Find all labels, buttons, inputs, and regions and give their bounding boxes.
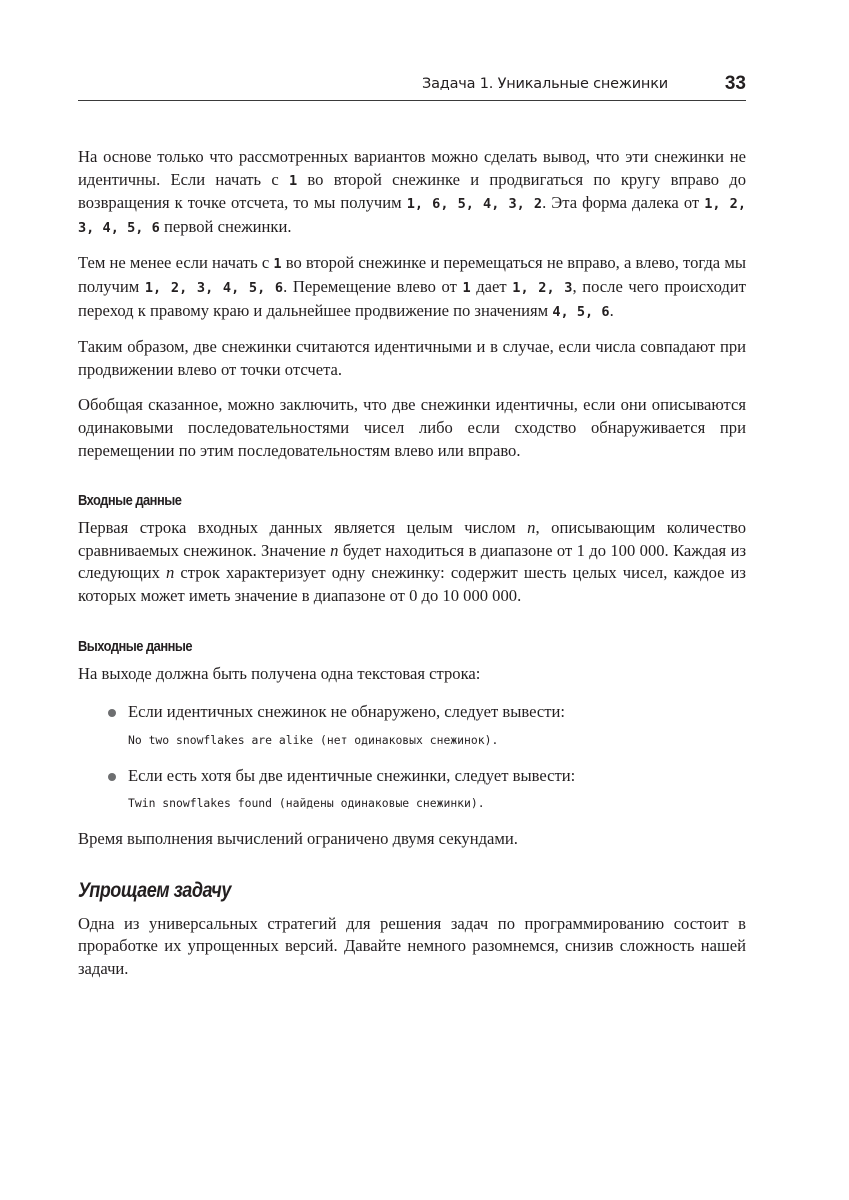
text-run: , после чего происходит переход к правому краю и дальнейшее продвижение по значениям (78, 276, 746, 320)
text-run: . (609, 300, 614, 320)
text-run: будет находиться в диапазоне от 1 до 100 000. Каждая из следующих (78, 540, 747, 583)
text-run: На основе только что рассмотренных вариантов можно сделать вывод, что эти снежинки не идентичны. Если начать с (78, 147, 746, 189)
bullet-text: Если идентичных снежинок не обнаружено, следует вывести: (128, 702, 565, 722)
inline-code: 1, 6, 5, 4, 3, 2 (406, 196, 543, 213)
text-run: . Перемещение влево от (283, 276, 463, 296)
running-title: Задача 1. Уникальные снежинки (422, 76, 668, 92)
list-item (78, 701, 746, 747)
text-run: . Эта форма далека от (542, 193, 705, 213)
inline-code: 1, 2, 3, 4, 5, 6 (78, 196, 746, 236)
bullet-icon (108, 709, 116, 717)
paragraph-conclusion (78, 146, 746, 239)
variable-n: n (330, 540, 339, 560)
output-intro: На выходе должна быть получена одна текстовая строка: (78, 663, 481, 683)
inline-code: 1 (462, 279, 471, 296)
inline-code: 1, 2, 3 (512, 279, 573, 296)
paragraph-summary: Обобщая сказанное, можно заключить, что две снежинки идентичны, если они описываются одинаковыми последовательностями чисел либо если сходство обнаруживается при перемещении по этим последовательностям влево или вправо. (78, 395, 746, 460)
text-run: Первая строка входных данных является целым числом (78, 518, 528, 538)
running-header (78, 74, 746, 101)
inline-code: 4, 5, 6 (552, 303, 610, 320)
page-body (78, 146, 746, 994)
inline-code: 1 (288, 172, 298, 189)
paragraph-identical-left: Таким образом, две снежинки считаются идентичными и в случае, если числа совпадают при продвижении влево от точки отсчета. (78, 337, 746, 379)
text-run: Тем не менее если начать с (78, 253, 274, 273)
simplify-paragraph: Одна из универсальных стратегий для решения задач по программированию состоит в проработке их упрощенных версий. Давайте немного разомнемся, снизив сложность нашей задачи. (78, 913, 746, 979)
output-options-list (78, 701, 746, 810)
variable-n: n (527, 518, 536, 538)
text-run: строк характеризует одну снежинку: содержит шесть целых чисел, каждое из которых может иметь значение в диапазоне от 0 до 10 000 000. (78, 563, 746, 605)
section-heading-simplify: Упрощаем задачу (78, 878, 231, 902)
variable-n: n (166, 563, 175, 583)
text-run: , описывающим количество сравниваемых снежинок. Значение (78, 518, 746, 560)
input-heading: Входные данные (78, 492, 182, 510)
text-run: первой снежинки. (159, 216, 292, 236)
code-output-twins-found: Twin snowflakes found (найдены одинаковые снежинки). (128, 796, 485, 811)
input-description (78, 517, 746, 607)
list-item (78, 765, 746, 811)
time-limit: Время выполнения вычислений ограничено двумя секундами. (78, 829, 518, 849)
inline-code: 1 (273, 256, 282, 273)
paragraph-move-left (78, 252, 746, 323)
page-number: 33 (724, 73, 746, 94)
bullet-icon (108, 773, 116, 781)
output-heading: Выходные данные (78, 637, 193, 655)
text-run: дает (470, 276, 513, 296)
code-output-no-twins: No two snowflakes are alike (нет одинаковых снежинок). (128, 732, 499, 747)
bullet-text: Если есть хотя бы две идентичные снежинки, следует вывести: (128, 765, 576, 785)
inline-code: 1, 2, 3, 4, 5, 6 (144, 279, 284, 296)
text-run: во второй снежинке и перемещаться не вправо, а влево, тогда мы получим (78, 253, 746, 296)
text-run: во второй снежинке и продвигаться по кругу вправо до возвращения к точке отсчета, то мы получим (78, 169, 747, 213)
